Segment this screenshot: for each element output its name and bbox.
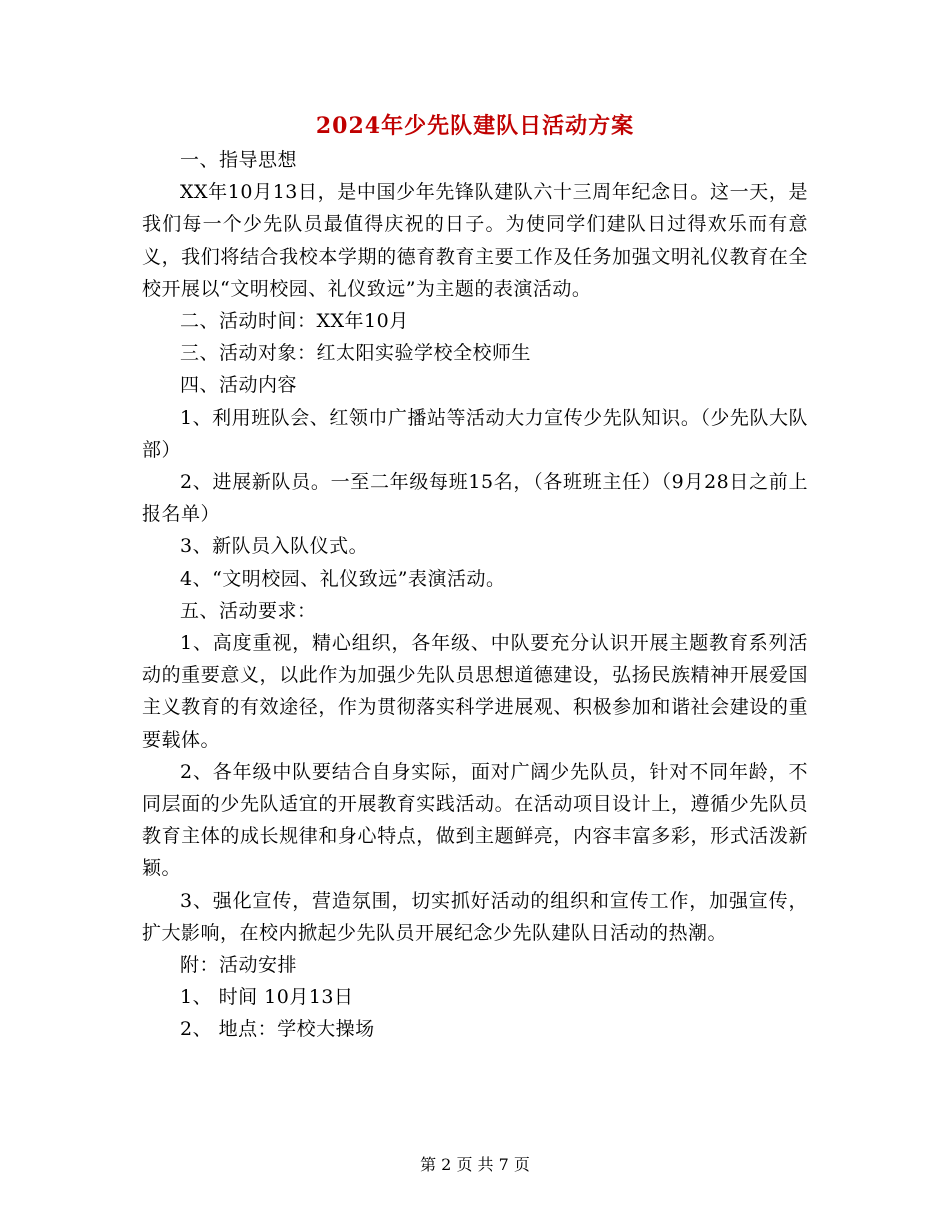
- list-item-content-1: 1、利用班队会、红领巾广播站等活动大力宣传少先队知识。（少先队大队部）: [142, 406, 808, 461]
- list-item-content-2: 2、进展新队员。一至二年级每班15名，（各班班主任）（9月28日之前上报名单）: [142, 471, 808, 526]
- document-body: [142, 144, 808, 1046]
- section-heading-appendix: 附：活动安排: [180, 954, 298, 977]
- list-item-requirement-2: 2、各年级中队要结合自身实际，面对广阔少先队员，针对不同年龄，不同层面的少先队适宜的开展教育实践活动。在活动项目设计上，遵循少先队员教育主体的成长规律和身心特点，做到主题鲜亮，内容丰富多彩，形式活泼新颖。: [142, 760, 808, 880]
- document-title: 2024年少先队建队日活动方案: [315, 113, 635, 139]
- section-activity-target: 三、活动对象：红太阳实验学校全校师生: [180, 342, 532, 365]
- page-number-footer: 第 2 页 共 7 页: [420, 1155, 530, 1174]
- paragraph-intro: XX年10月13日，是中国少年先锋队建队六十三周年纪念日。这一天，是我们每一个少先队员最值得庆祝的日子。为使同学们建队日过得欢乐而有意义，我们将结合我校本学期的德育教育主要工作及任务加强文明礼仪教育在全校开展以“文明校园、礼仪致远”为主题的表演活动。: [142, 181, 808, 300]
- list-item-content-4: 4、“文明校园、礼仪致远”表演活动。: [180, 567, 506, 590]
- section-activity-time: 二、活动时间：XX年10月: [180, 310, 409, 333]
- list-item-requirement-3: 3、强化宣传，营造氛围，切实抓好活动的组织和宣传工作，加强宣传，扩大影响，在校内掀起少先队员开展纪念少先队建队日活动的热潮。: [142, 889, 808, 944]
- list-item-schedule-1: 1、 时间 10月13日: [180, 986, 354, 1009]
- list-item-content-3: 3、新队员入队仪式。: [180, 535, 369, 558]
- section-heading-requirements: 五、活动要求：: [180, 599, 317, 622]
- list-item-requirement-1: 1、高度重视，精心组织，各年级、中队要充分认识开展主题教育系列活动的重要意义，以此作为加强少先队员思想道德建设，弘扬民族精神开展爱国主义教育的有效途径，作为贯彻落实科学进展观、积极参加和谐社会建设的重要载体。: [142, 632, 808, 751]
- section-heading-activity-content: 四、活动内容: [180, 374, 298, 397]
- section-heading-guiding-ideology: 一、指导思想: [180, 149, 298, 171]
- list-item-schedule-2: 2、 地点：学校大操场: [180, 1018, 375, 1041]
